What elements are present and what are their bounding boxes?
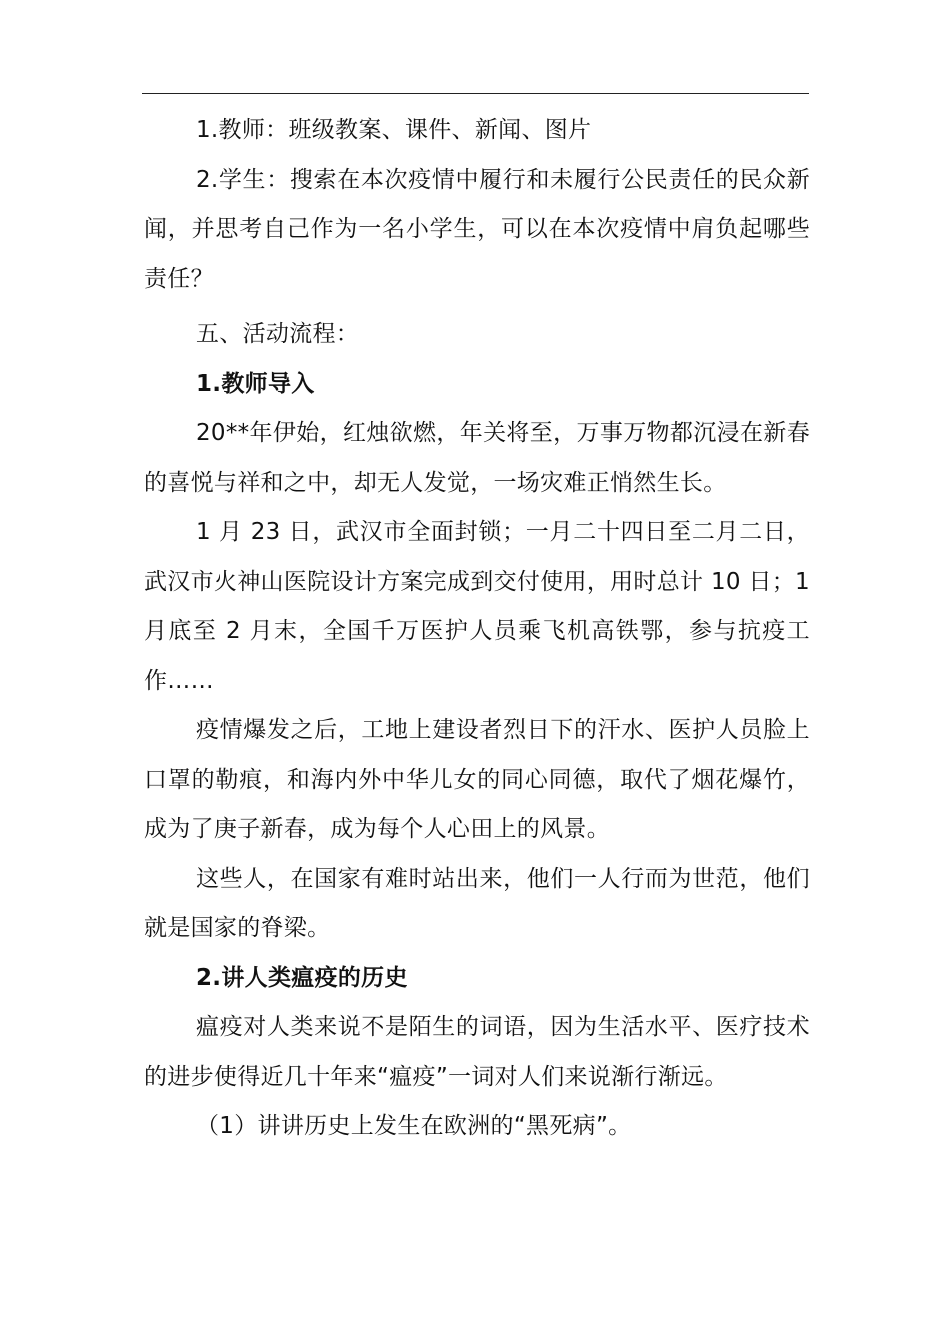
paragraph-intro-timeline: 1 月 23 日，武汉市全面封锁；一月二十四日至二月二日，武汉市火神山医院设计方案完成到交付使用，用时总计 10 日；1 月底至 2 月末，全国千万医护人员乘飞机高铁鄂，参与抗疫工作…… (144, 519, 810, 694)
paragraph-plague-intro: 瘟疫对人类来说不是陌生的词语，因为生活水平、医疗技术的进步使得近几十年来“瘟疫”一词对人们来说渐行渐远。 (144, 1014, 810, 1090)
paragraph-black-death: （1）讲讲历史上发生在欧洲的“黑死病”。 (196, 1113, 632, 1139)
section-heading-activity-process: 五、活动流程： (196, 321, 360, 347)
header-rule (142, 93, 809, 94)
document-body (144, 106, 810, 1152)
paragraph-materials-teacher: 1.教师：班级教案、课件、新闻、图片 (196, 117, 592, 143)
paragraph-intro-backbone: 这些人，在国家有难时站出来，他们一人行而为世范，他们就是国家的脊梁。 (144, 865, 810, 941)
paragraph-intro-scenery: 疫情爆发之后，工地上建设者烈日下的汗水、医护人员脸上口罩的勒痕，和海内外中华儿女的同心同德，取代了烟花爆竹，成为了庚子新春，成为每个人心田上的风景。 (144, 717, 810, 842)
paragraph-intro-new-year: 20**年伊始，红烛欲燃，年关将至，万事万物都沉浸在新春的喜悦与祥和之中，却无人发觉，一场灾难正悄然生长。 (144, 420, 810, 496)
paragraph-materials-student: 2.学生：搜索在本次疫情中履行和未履行公民责任的民众新闻，并思考自己作为一名小学生，可以在本次疫情中肩负起哪些责任？ (144, 166, 810, 292)
subheading-plague-history: 2.讲人类瘟疫的历史 (196, 964, 408, 991)
subheading-teacher-intro: 1.教师导入 (196, 370, 315, 397)
